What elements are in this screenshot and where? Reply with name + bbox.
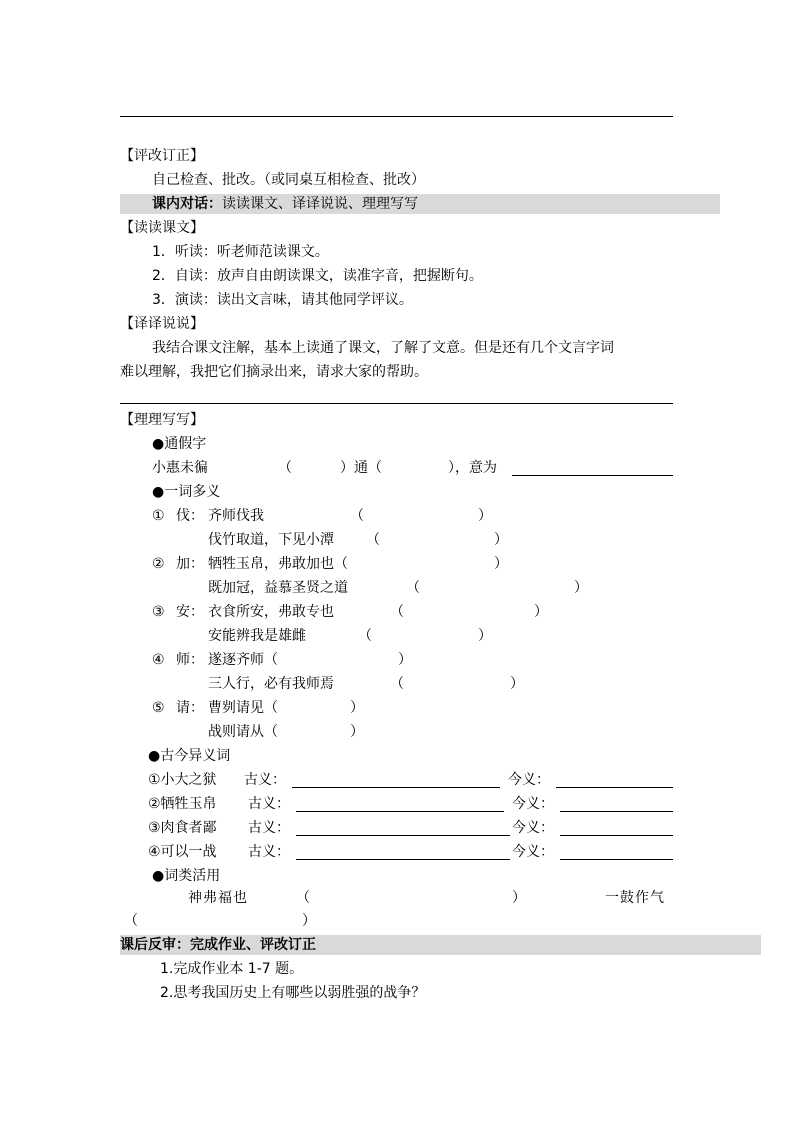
gujin-jin-line-1[interactable] xyxy=(556,787,673,788)
gujin-gu-1: 古义： xyxy=(244,772,286,788)
after-class-title: 课后反审：完成作业、评改订正 xyxy=(120,937,316,953)
yici-ex-2a: 牺牲玉帛，弗敢加也（ xyxy=(208,556,348,572)
read-item-2: 2．自读：放声自由朗读课文，读准字音，把握断句。 xyxy=(152,268,483,284)
yici-rp-4b: ） xyxy=(510,676,524,692)
dialogue-text: 读读课文、译译说说、理理写写 xyxy=(222,196,418,212)
gujin-jin-line-4[interactable] xyxy=(560,859,673,860)
yici-word-2: 加： xyxy=(176,556,204,572)
yici-ex-5a: 曹刿请见（ xyxy=(208,700,278,716)
gujin-title: ●古今异义词 xyxy=(148,748,231,764)
yici-lp-3a: （ xyxy=(390,604,404,620)
dialogue-label-text: 课内对话： xyxy=(152,196,222,212)
gujin-term-4: ④可以一战 xyxy=(148,844,217,860)
cilei-lp-1: （ xyxy=(296,890,310,906)
yici-rp-1a: ） xyxy=(478,508,492,524)
gujin-term-2: ②牺牲玉帛 xyxy=(148,796,217,812)
yici-ex-3b: 安能辨我是雄雌 xyxy=(208,628,306,644)
gujin-term-1: ①小大之狱 xyxy=(148,772,217,788)
yici-ex-3a: 衣食所安，弗敢专也 xyxy=(208,604,334,620)
yici-ex-4b: 三人行，必有我师焉 xyxy=(208,676,334,692)
yici-num-1: ① xyxy=(152,508,165,524)
translate-line-1: 我结合课文注解，基本上读通了课文，了解了文意。但是还有几个文言字词 xyxy=(152,340,614,356)
tongjia-title: ●通假字 xyxy=(152,436,207,452)
gujin-jin-2: 今义： xyxy=(512,796,554,812)
yici-rp-5a: ） xyxy=(350,700,364,716)
yici-rp-5b: ） xyxy=(350,724,364,740)
yici-num-4: ④ xyxy=(152,652,165,668)
yici-rp-3a: ） xyxy=(534,604,548,620)
yici-word-5: 请： xyxy=(176,700,204,716)
gujin-jin-1: 今义： xyxy=(508,772,550,788)
yici-ex-5b: 战则请从（ xyxy=(208,724,278,740)
tongjia-answer-line[interactable] xyxy=(512,475,673,476)
gujin-gu-line-4[interactable] xyxy=(296,859,510,860)
yici-num-5: ⑤ xyxy=(152,700,165,716)
yici-ex-1a: 齐师伐我 xyxy=(208,508,264,524)
yici-title: ●一词多义 xyxy=(152,484,221,500)
tongjia-rp2: ），意为 xyxy=(448,460,497,476)
gujin-jin-line-2[interactable] xyxy=(560,811,673,812)
yici-num-2: ② xyxy=(152,556,165,572)
yici-lp-1b: （ xyxy=(366,532,380,548)
yici-word-1: 伐： xyxy=(176,508,204,524)
gujin-term-3: ③肉食者鄙 xyxy=(148,820,217,836)
mid-rule xyxy=(120,403,673,404)
yici-rp-1b: ） xyxy=(494,532,508,548)
yici-num-3: ③ xyxy=(152,604,165,620)
yici-rp-2b: ） xyxy=(574,580,588,596)
read-item-3: 3．演读：读出文言味，请其他同学评议。 xyxy=(152,292,413,308)
yici-ex-2b: 既加冠，益慕圣贤之道 xyxy=(208,580,348,596)
gujin-gu-line-3[interactable] xyxy=(296,835,510,836)
yici-rp-2a: ） xyxy=(494,556,508,572)
gujin-gu-line-1[interactable] xyxy=(292,787,500,788)
cilei-lp-2: （ xyxy=(124,913,138,929)
dialogue-label xyxy=(152,194,418,214)
yici-word-3: 安： xyxy=(176,604,204,620)
after-class-item-1: 1.完成作业本 1-7 题。 xyxy=(160,961,304,977)
yici-lp-1a: （ xyxy=(350,508,364,524)
yici-word-4: 师： xyxy=(176,652,204,668)
tongjia-rp1: ）通（ xyxy=(340,460,382,476)
gujin-jin-4: 今义： xyxy=(512,844,554,860)
tongjia-lp: （ xyxy=(278,460,292,476)
gujin-jin-3: 今义： xyxy=(512,820,554,836)
gujin-jin-line-3[interactable] xyxy=(560,835,673,836)
gujin-gu-3: 古义： xyxy=(248,820,290,836)
review-heading: 【评改订正】 xyxy=(120,148,204,164)
review-body: 自己检查、批改。（或同桌互相检查、批改） xyxy=(152,172,425,188)
cilei-ex-1: 神弗福也 xyxy=(188,890,248,906)
translate-line-2: 难以理解，我把它们摘录出来，请求大家的帮助。 xyxy=(120,364,428,380)
yici-ex-1b: 伐竹取道，下见小潭 xyxy=(208,532,334,548)
yici-ex-4a: 遂逐齐师（ xyxy=(208,652,278,668)
after-class-item-2: 2.思考我国历史上有哪些以弱胜强的战争？ xyxy=(160,985,426,1001)
yici-rp-3b: ） xyxy=(478,628,492,644)
cilei-rp-1: ） xyxy=(512,890,526,906)
gujin-gu-4: 古义： xyxy=(248,844,290,860)
yici-lp-4b: （ xyxy=(390,676,404,692)
yici-lp-2b: （ xyxy=(406,580,420,596)
organize-heading: 【理理写写】 xyxy=(120,412,204,428)
read-heading: 【读读课文】 xyxy=(120,220,204,236)
cilei-ex-2: 一鼓作气 xyxy=(605,890,665,906)
gujin-gu-2: 古义： xyxy=(248,796,290,812)
yici-rp-4a: ） xyxy=(398,652,412,668)
translate-heading: 【译译说说】 xyxy=(120,316,204,332)
cilei-title: ●词类活用 xyxy=(152,868,221,884)
top-rule xyxy=(120,116,673,117)
yici-lp-3b: （ xyxy=(358,628,372,644)
cilei-rp-2: ） xyxy=(302,913,316,929)
tongjia-phrase: 小惠未徧 xyxy=(152,460,208,476)
read-item-1: 1．听读：听老师范读课文。 xyxy=(152,244,329,260)
gujin-gu-line-2[interactable] xyxy=(296,811,504,812)
